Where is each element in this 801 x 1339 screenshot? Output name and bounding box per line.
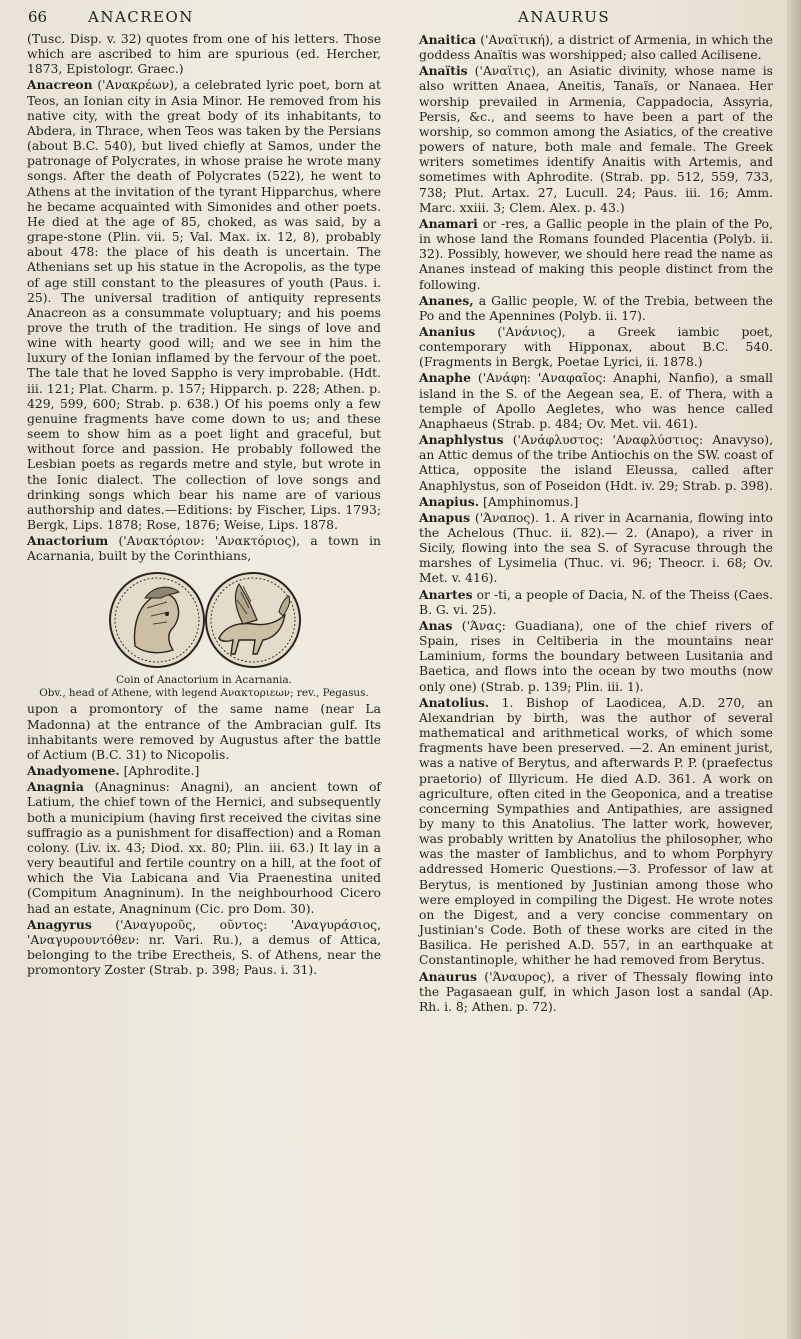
dictionary-entry [419, 432, 773, 494]
headword: Anaurus [419, 968, 477, 984]
dictionary-entry [419, 494, 773, 510]
entry-text: ('Ανακτόριον: 'Ανακτόριος), a town in Acarnania, built by the Corinthians, [27, 534, 381, 564]
page-binding-edge [787, 0, 801, 1339]
entry-anacreon [27, 77, 381, 533]
entry-text: ('Ανάφλυστος: 'Αναφλύστιος: Anavyso), an Attic demus of the tribe Antiochis on the SW. coast of Attica, opposite the island Eleussa, called after Anaphlystus, son of Poseidon (Hdt. iv. 29; Strab. p. 398). [419, 433, 773, 493]
headword: Anas [419, 617, 453, 633]
entry-text: or -res, a Gallic people in the plain of the Po, in whose land the Romans founded Placentia (Polyb. ii. 32). Possibly, however, we should here read the name as Ananes instead of making this people distinct from the following. [419, 216, 773, 292]
page-header [28, 6, 773, 30]
right-column [419, 32, 773, 1015]
coin-illustration [27, 568, 381, 700]
headword: Anactorium [27, 533, 109, 549]
entry-text: ('Άναπος). 1. A river in Acarnania, flowing into the Achelous (Thuc. ii. 82).— 2. (Anapo), a river in Sicily, flowing into the sea S. of Syracuse through the marshes of Lysimelia (Thuc. vi. 96; Theocr. i. 68; Ov. Met. v. 416). [419, 510, 773, 586]
dictionary-entry [419, 618, 773, 695]
headword: Anaphlystus [419, 432, 504, 448]
entry-anadyomene [27, 763, 381, 779]
headword: Anapus [419, 509, 471, 525]
headword: Ananes, [419, 292, 474, 308]
entry-text: [Amphinomus.] [479, 494, 579, 509]
dictionary-entry [419, 324, 773, 370]
entry-text: or -ti, a people of Dacia, N. of the Theiss (Caes. B. G. vi. 25). [419, 587, 773, 617]
headword: Anatolius. [419, 694, 490, 710]
entry-anagnia [27, 779, 381, 916]
dictionary-entry [419, 293, 773, 324]
entry-text: ('Ανακρέων), a celebrated lyric poet, born at Teos, an Ionian city in Asia Minor. He removed from his native city, with the great body of its inhabitants, to Abdera, in Thrace, when Teos was taken by the Persians (about B.C. 540), but lived chiefly at Samos, under the patronage of Polycrates, in whose praise he wrote many songs. After the death of Polycrates (522), he went to Athens at the invitation of the tyrant Hipparchus, where he became acquainted with Simonides and other poets. He died at the age of 85, choked, as was said, by a grape-stone (Plin. vii. 5; Val. Max. ix. 12, 8), probably about 478: the place of his death is uncertain. The Athenians set up his statue in the Acropolis, as the type of age still constant to the pleasures of youth (Paus. i. 25). The universal tradition of antiquity represents Anacreon as a consummate voluptuary; and his poems prove the truth of the tradition. He sings of love and wine with hearty good will; and we see in him the luxury of the Ionian inflamed by the fervour of the poet. The tale that he loved Sappho is very improbable. (Hdt. iii. 121; Plat. Charm. p. 157; Hipparch. p. 228; Athen. p. 429, 599, 600; Strab. p. 638.) Of his poems only a few genuine fragments have come down to us; and these seem to show him as a poet light and graceful, but without force and passion. He probably followed the Lesbian poets as regards metre and style, but wrote in the Ionic dialect. The collection of love songs and drinking songs which bear his name are of various authorship and dates.—Editions: by Fischer, Lips. 1793; Bergk, Lips. 1878; Rose, 1876; Weise, Lips. 1878. [27, 78, 381, 532]
dictionary-entry [419, 695, 773, 969]
entry-anactorium-continued: upon a promontory of the same name (near La Madonna) at the entrance of the Ambracian gulf. Its inhabitants were removed by Augustus after the battle of Actium (B.C. 31) to Nicopolis. [27, 702, 381, 762]
headword: Anamari [419, 215, 478, 231]
coin-caption-title: Coin of Anactorium in Acarnania. [116, 674, 292, 687]
coin-caption-description: Obv., head of Athene, with legend Ανακτοριεων; rev., Pegasus. [39, 686, 369, 699]
page-number: 66 [28, 8, 48, 26]
headword: Ananius [419, 323, 476, 339]
coin-image [107, 568, 303, 672]
entry-text: ('Άναυρος), a river of Thessaly flowing into the Pagasaean gulf, in which Jason lost a sandal (Ap. Rh. i. 8; Athen. p. 72). [419, 969, 773, 1014]
dictionary-entry [419, 63, 773, 216]
entry-anactorium [27, 533, 381, 564]
entry-text: ('Αναϊτική), a district of Armenia, in which the goddess Anaïtis was worshipped; also called Acilisene. [419, 33, 773, 63]
entry-text: a Gallic people, W. of the Trebia, between the Po and the Apennines (Polyb. ii. 17). [419, 293, 773, 323]
entry-text: ('Ανάφη: 'Αναφαῖος: Anaphi, Nanfio), a small island in the S. of the Aegean sea, E. of Thera, with a temple of Apollo Aegletes, who was hence called Anaphaeus (Strab. p. 484; Ov. Met. vii. 461). [419, 371, 773, 431]
entry-continuation: (Tusc. Disp. v. 32) quotes from one of his letters. Those which are ascribed to him are spurious (ed. Hercher, 1873, Epistologr. Graec.) [27, 32, 381, 77]
left-running-head: ANACREON [88, 8, 194, 26]
entry-text: ('Άνας: Guadiana), one of the chief rivers of Spain, rises in Celtiberia in the mountains near Laminium, forms the boundary between Lusitania and Baetica, and flows into the ocean by two mouths (now only one) (Strab. p. 139; Plin. iii. 1). [419, 618, 773, 694]
dictionary-entry [419, 587, 773, 618]
dictionary-entry [419, 370, 773, 432]
headword: Anacreon [27, 77, 93, 93]
dictionary-entry [419, 32, 773, 63]
entry-anagyrus [27, 917, 381, 979]
entry-text: [Aphrodite.] [119, 764, 200, 779]
headword: Anagyrus [27, 916, 92, 932]
left-column [27, 32, 381, 978]
dictionary-entry [419, 969, 773, 1015]
headword: Anadyomene. [27, 763, 120, 779]
dictionary-entry [419, 216, 773, 293]
headword: Anartes [419, 586, 473, 602]
entry-text: 1. Bishop of Laodicea, A.D. 270, an Alexandrian by birth, was the author of several mathematical and arithmetical works, of which some fragments have been preserved. —2. An eminent jurist, was a native of Berytus, and afterwards P. P. (praefectus praetorio) of Illyricum. He died A.D. 361. A work on agriculture, often cited in the Geoponica, and a treatise concerning Sympathies and Antipathies, are assigned by many to this Anatolius. The latter work, however, was probably written by Anatolius the philosopher, who was the master of Iamblichus, and to whom Porphyry addressed Homeric Questions.—3. Professor of law at Berytus, is mentioned by Justinian among those who were employed in compiling the Digest. He wrote notes on the Digest, and a very concise commentary on Justinian's Code. Both of these works are cited in the Basilica. He perished A.D. 557, in an earthquake at Constantinople, whither he had removed from Berytus. [419, 695, 773, 968]
dictionary-entry [419, 510, 773, 587]
headword: Anaphe [419, 370, 472, 386]
headword: Anaïtis [419, 63, 468, 79]
entry-text: (Anagninus: Anagni), an ancient town of Latium, the chief town of the Hernici, and subsequently both a municipium (having first received the civitas sine suffragio as a punishment for disaffection) and a Roman colony. (Liv. ix. 43; Diod. xx. 80; Plin. iii. 63.) It lay in a very beautiful and fertile country on a hill, at the foot of which the Via Labicana and Via Praenestina united (Compitum Anagninum). In the neighbourhood Cicero had an estate, Anagninum (Cic. pro Dom. 30). [27, 780, 381, 916]
headword: Anapius. [419, 493, 480, 509]
entry-text: ('Αναγυροῦς, οῦντος: 'Αναγυράσιος, 'Αναγυρουντόθεν: nr. Vari. Ru.), a demus of Attica, belonging to the tribe Erectheis, S. of Athens, near the promontory Zoster (Strab. p. 398; Paus. i. 31). [27, 917, 381, 978]
entry-text: ('Αναϊτις), an Asiatic divinity, whose name is also written Anaea, Aneitis, Tanaïs, or Nanaea. Her worship prevailed in Armenia, Cappadocia, Assyria, Persis, &c., and seems to have been a part of the worship, so common among the Asiatics, of the creative powers of nature, both male and female. The Greek writers sometimes identify Anaitis with Artemis, and sometimes with Aphrodite. (Strab. pp. 512, 559, 733, 738; Plut. Artax. 27, Lucull. 24; Paus. iii. 16; Amm. Marc. xxiii. 3; Clem. Alex. p. 43.) [419, 64, 773, 215]
headword: Anaitica [419, 32, 477, 47]
entry-text: ('Ανάνιος), a Greek iambic poet, contemporary with Hipponax, about B.C. 540. (Fragments in Bergk, Poetae Lyrici, ii. 1878.) [419, 324, 773, 370]
headword: Anagnia [27, 779, 84, 795]
right-running-head: ANAURUS [518, 8, 611, 26]
